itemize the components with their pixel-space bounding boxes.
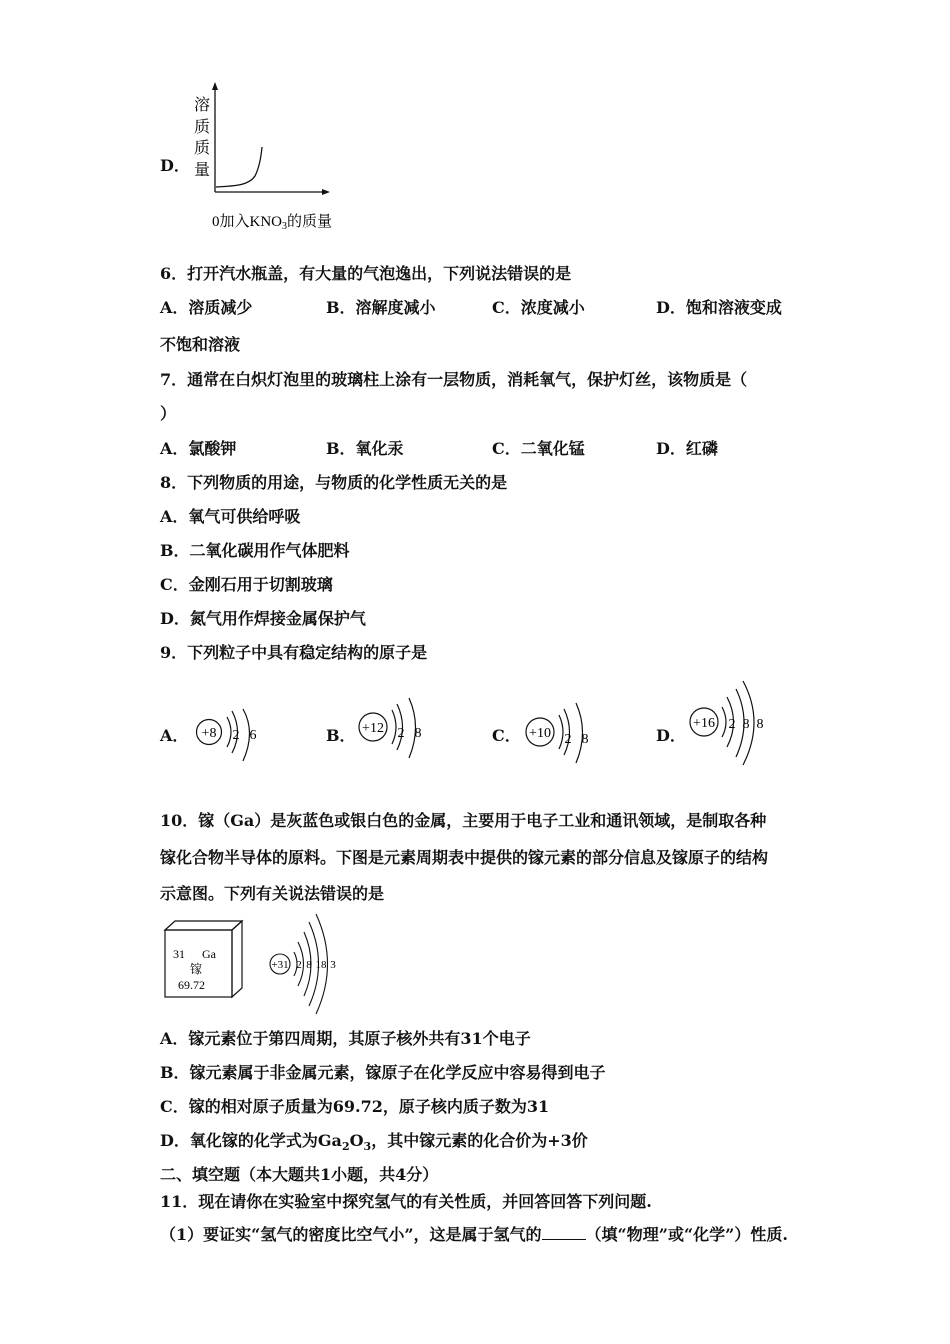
q10-stem-line2: 镓化合物半导体的原料。下图是元素周期表中提供的镓元素的部分信息及镓原子的结构 — [160, 848, 769, 867]
section-heading: 二、填空题（本大题共1小题，共4分） — [160, 1165, 439, 1184]
q7-stem: 7．通常在白炽灯泡里的玻璃柱上涂有一层物质，消耗氧气，保护灯丝，该物质是（ — [160, 370, 748, 389]
graph-curve — [216, 147, 262, 187]
q6-option-a[interactable]: A．溶质减少 — [160, 298, 253, 317]
q5-graph — [185, 80, 365, 240]
q5-option-d-label: D． — [160, 156, 190, 175]
card-atomic-number: 31 — [173, 947, 185, 961]
shell-electrons: 2 — [232, 728, 240, 743]
ga-atom-structure — [263, 908, 343, 1016]
shell-electrons: 8 — [581, 732, 589, 747]
graph-x-label: 0加入$KNO_3$的质量 — [212, 214, 333, 232]
shell-arc — [559, 715, 563, 749]
q8-stem: 8．下列物质的用途，与物质的化学性质无关的是 — [160, 473, 508, 492]
q10-stem-line1: 10．镓（Ga）是灰蓝色或银白色的金属，主要用于电子工业和通讯领域，是制取各种 — [160, 811, 767, 830]
card-side-face — [232, 921, 242, 997]
q7-stem-continued: ） — [160, 404, 177, 423]
shell-electrons: 8 — [414, 726, 422, 741]
q6-option-c[interactable]: C．浓度减小 — [492, 298, 585, 317]
q11-stem: 11．现在请你在实验室中探究氢气的有关性质，并回答回答下列问题. — [160, 1192, 652, 1211]
q7-option-c[interactable]: C．二氧化锰 — [492, 439, 585, 458]
q9-option-b-label[interactable]: B． — [326, 726, 356, 745]
shell-electrons: 8 — [742, 717, 750, 732]
q10-stem-line3: 示意图。下列有关说法错误的是 — [160, 884, 385, 903]
ga-element-card — [162, 918, 252, 1002]
q8-option-b[interactable]: B．二氧化碳用作气体肥料 — [160, 541, 350, 560]
q6-option-b[interactable]: B．溶解度减小 — [326, 298, 436, 317]
card-mass: 69.72 — [178, 978, 205, 992]
graph-y-arrow — [212, 82, 218, 90]
q8-option-c[interactable]: C．金刚石用于切割玻璃 — [160, 575, 333, 594]
q6-option-d-continued: 不饱和溶液 — [160, 335, 241, 354]
shell-arc — [227, 717, 231, 747]
q9-option-a-label[interactable]: A． — [160, 726, 189, 745]
q7-option-b[interactable]: B．氧化汞 — [326, 439, 404, 458]
q9-atom-a — [190, 695, 270, 769]
q7-option-a[interactable]: A．氯酸钾 — [160, 439, 237, 458]
nucleus-charge: +16 — [693, 716, 715, 731]
card-name: 镓 — [190, 962, 203, 976]
q9-stem: 9．下列粒子中具有稳定结构的原子是 — [160, 643, 428, 662]
q10-option-a[interactable]: A．镓元素位于第四周期，其原子核外共有31个电子 — [160, 1029, 531, 1048]
q8-option-a[interactable]: A．氧气可供给呼吸 — [160, 507, 301, 526]
shell-electrons: 2 — [564, 732, 572, 747]
answer-blank[interactable] — [542, 1225, 586, 1240]
q9-atom-d — [685, 675, 780, 771]
shell-electrons: 3 — [330, 959, 336, 971]
card-symbol: Ga — [202, 947, 216, 961]
q11-part1: （1）要证实“氢气的密度比空气小”，这是属于氢气的 （填“物理”或“化学”）性质. — [160, 1225, 788, 1244]
q6-stem: 6．打开汽水瓶盖，有大量的气泡逸出，下列说法错误的是 — [160, 264, 572, 283]
nucleus-charge: +31 — [271, 959, 289, 971]
q10-option-c[interactable]: C．镓的相对原子质量为69.72，原子核内质子数为31 — [160, 1097, 550, 1116]
graph-y-label-char: 质 — [194, 119, 211, 136]
graph-x-arrow — [322, 189, 330, 195]
q9-option-d-label[interactable]: D． — [656, 726, 686, 745]
q10-option-d[interactable]: D．氧化镓的化学式为$Ga_2O_3$，其中镓元素的化合价为+3价 — [160, 1131, 588, 1154]
shell-electrons: 18 — [315, 959, 327, 971]
nucleus-charge: +10 — [529, 726, 551, 741]
q9-atom-c — [519, 693, 599, 767]
q8-option-d[interactable]: D．氮气用作焊接金属保护气 — [160, 609, 366, 628]
q10-option-b[interactable]: B．镓元素属于非金属元素，镓原子在化学反应中容易得到电子 — [160, 1063, 606, 1082]
shell-electrons: 2 — [296, 959, 302, 971]
shell-arc — [722, 707, 726, 737]
graph-y-label-char: 溶 — [194, 97, 211, 114]
shell-electrons: 8 — [756, 717, 764, 732]
shell-electrons: 8 — [306, 959, 312, 971]
shell-arc — [392, 710, 396, 744]
graph-y-label-char: 质 — [194, 140, 211, 157]
shell-electrons: 2 — [397, 726, 405, 741]
shell-electrons: 2 — [728, 717, 736, 732]
card-top-face — [165, 921, 242, 930]
graph-y-label-char: 量 — [194, 162, 211, 179]
nucleus-charge: +8 — [201, 726, 217, 741]
q7-option-d[interactable]: D．红磷 — [656, 439, 718, 458]
q9-atom-b — [354, 690, 434, 764]
q9-option-c-label[interactable]: C． — [492, 726, 521, 745]
q6-option-d[interactable]: D．饱和溶液变成 — [656, 298, 782, 317]
shell-electrons: 6 — [249, 728, 257, 743]
nucleus-charge: +12 — [362, 721, 384, 736]
